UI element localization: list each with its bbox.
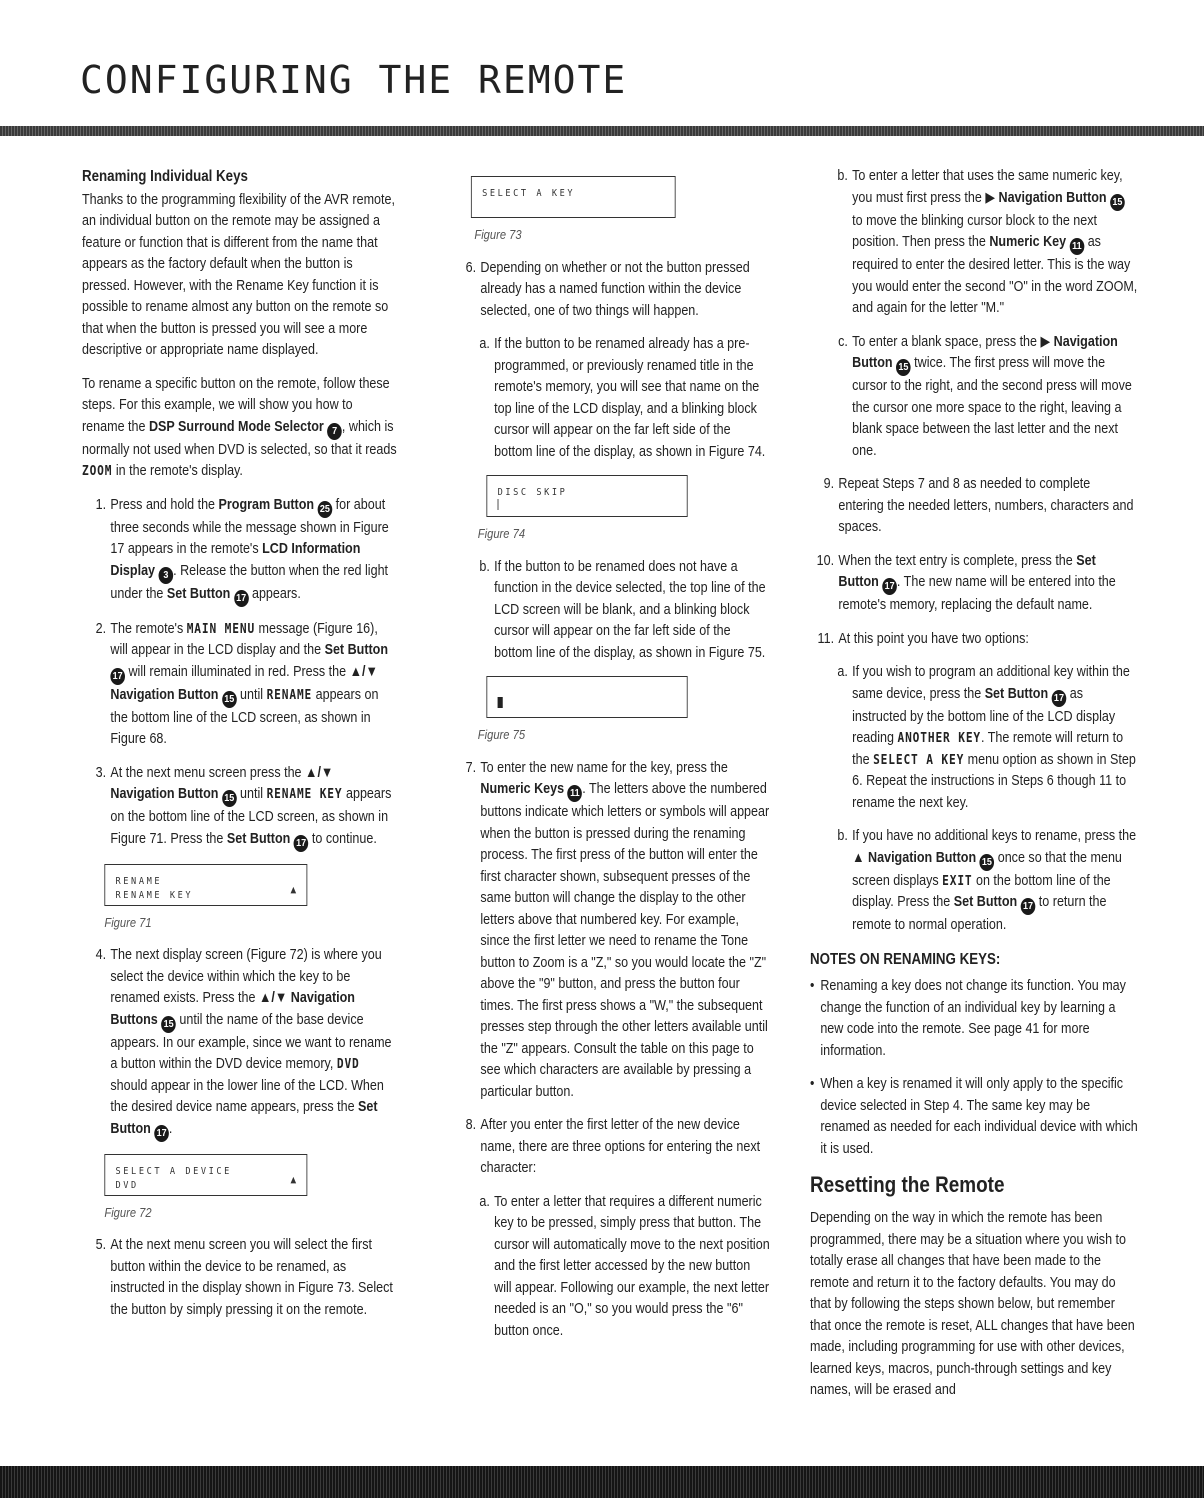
step-6a: a. If the button to be renamed already has a pre-programmed, or previously renamed title in the remote's memory, you will see that name on the top line of the LCD display, and a blinking block cursor will appear on the far left side of the bottom line of the display, as shown in Figure 74. bbox=[479, 336, 766, 460]
lcd-figure-74: DISC SKIP bbox=[486, 475, 687, 517]
figure-caption: Figure 75 bbox=[477, 727, 526, 742]
figure-caption: Figure 72 bbox=[104, 1204, 152, 1220]
step-8b: b. To enter a letter that uses the same numeric key, you must first press the ▶ Navigation Button 15 to move the blinking cursor block to the next position. Then press the Numeric Key 11 as required to enter the desired letter. This is the way you would enter the second "O" in the word ZOOM, and again for the letter "M." bbox=[837, 168, 1138, 316]
button-number-icon: 11 bbox=[1070, 238, 1085, 255]
reset-paragraph: Depending on the way in which the remote has been programmed, there may be a situation where you wish to totally erase all changes that have been made to the remote and return it to the factory defaults. You may do that by following the steps shown below, but remember that once the remote is reset, ALL changes that have been made, including programming for use with other devices, learned keys, macros, punch-through settings and key names, will be erased and bbox=[810, 1210, 1135, 1398]
column-left bbox=[82, 166, 397, 1333]
note-bullet: • When a key is renamed it will only apply to the specific device selected in Step 4. The same key may be renamed as needed for each individual device with which it is used. bbox=[810, 1076, 1138, 1157]
step-4: 4. The next display screen (Figure 72) is where you select the device within which the key to be renamed exists. Press the ▲/▼ Navigation Buttons 15 until the name of the base device appears. In our example, since we want to rename a button within the DVD device memory, DVD should appear in the lower line of the LCD. When the desired device name appears, press the Set Button 17 . bbox=[82, 945, 397, 1142]
button-number-icon: 17 bbox=[294, 835, 309, 852]
step-8a: a. To enter a letter that requires a different numeric key to be pressed, simply press that button. The cursor will automatically move to the next position and the first letter accessed by the new button will appear. Following our example, the next letter needed is an "O," so you would press the "6" button once. bbox=[479, 1193, 770, 1339]
button-number-icon: 17 bbox=[110, 668, 125, 685]
step-8c: c. To enter a blank space, press the ▶ Navigation Button 15 twice. The first press will move the cursor to the right, and the second press will move the cursor one more space to the right, leaving a blank space between the last letter and the next one. bbox=[838, 333, 1132, 459]
step-3: 3. At the next menu screen press the ▲/▼ Navigation Button 15 until RENAME KEY appears on the bottom line of the LCD screen, as shown in Figure 71. Press the Set Button 17 to continue. bbox=[82, 763, 397, 852]
lcd-figure-75 bbox=[486, 676, 687, 718]
footer-band bbox=[0, 1466, 1204, 1498]
notes-heading: NOTES ON RENAMING KEYS: bbox=[810, 950, 1001, 968]
step-2: 2. The remote's MAIN MENU message (Figure 16), will appear in the LCD display and the Set Button 17 will remain illuminated in red. Press the ▲/▼ Navigation Button 15 until RENAME appears on the bottom line of the LCD screen, as shown in Figure 68. bbox=[95, 620, 389, 747]
button-number-icon: 17 bbox=[234, 590, 249, 607]
step-6: 6. Depending on whether or not the button pressed already has a named function within the device selected, one of two things will happen. bbox=[465, 259, 750, 319]
intro-paragraph: Thanks to the programming flexibility of the AVR remote, an individual button on the remote may be assigned a feature or function that is different from the name that appears as the factory default when the button is pressed. However, with the Rename Key function it is possible to rename almost any button on the remote so that when the button is pressed you will see a more descriptive or appropriate name displayed. bbox=[82, 191, 395, 358]
text-cursor-icon bbox=[498, 499, 499, 510]
reset-heading: Resetting the Remote bbox=[810, 1172, 1005, 1197]
step-5: 5. At the next menu screen you will select the first button within the device to be renamed, as instructed in the display shown in Figure 73. Select the button by simply pressing it on the remote. bbox=[95, 1237, 393, 1318]
lcd-figure-72: SELECT A DEVICE DVD ▲ bbox=[104, 1154, 307, 1196]
note-bullet: • Renaming a key does not change its function. You may change the function of an individual key by learning a new code into the remote. See page 41 for more information. bbox=[810, 978, 1126, 1059]
column-middle bbox=[452, 166, 770, 1354]
block-cursor-icon bbox=[498, 697, 503, 708]
button-number-icon: 17 bbox=[154, 1125, 169, 1142]
step-11a: a. If you wish to program an additional key within the same device, press the Set Button 17 as instructed by the bottom line of the LCD display reading ANOTHER KEY. The remote will return to the SELECT A KEY menu option as shown in Step 6. Repeat the instructions in Steps 6 though 11 to rename the next key. bbox=[837, 664, 1136, 811]
page-title: CONFIGURING THE REMOTE bbox=[80, 58, 628, 102]
column-right bbox=[810, 166, 1139, 1402]
figure-caption: Figure 74 bbox=[477, 526, 526, 541]
button-number-icon: 15 bbox=[222, 790, 237, 807]
button-number-icon: 15 bbox=[222, 691, 237, 708]
example-paragraph: To rename a specific button on the remote, follow these steps. For this example, we will show you how to rename the DSP Surround Mode Selector 7 , which is normally not used when DVD is selected, so that it reads ZOOM in the remote's display. bbox=[82, 375, 397, 479]
button-number-icon: 15 bbox=[896, 359, 911, 376]
figure-caption: Figure 71 bbox=[104, 914, 152, 930]
button-number-icon: 25 bbox=[318, 501, 333, 518]
section-heading: Renaming Individual Keys bbox=[82, 168, 248, 185]
step-11: 11. At this point you have two options: bbox=[817, 630, 1029, 647]
step-9: 9. Repeat Steps 7 and 8 as needed to complete entering the needed letters, numbers, characters and spaces. bbox=[823, 476, 1134, 535]
step-6b: b. If the button to be renamed does not have a function in the device selected, the top line of the LCD screen will be blank, and a blinking block cursor will appear on the far left side of the bottom line of the display, as shown in Figure 75. bbox=[479, 558, 766, 661]
step-7: 7. To enter the new name for the key, press the Numeric Keys 11 . The letters above the numbered buttons indicate which letters or symbols will appear when the button is pressed during the renaming process. The first press of the button will enter the first character shown, subsequent presses of the same button will change the display to the other letters above that numbered key. For example, since the first letter we need to rename the Tone button to Zoom is a "Z," so you would locate the "Z" above the "9" button, and press the button four times. The first press shows a "W," the subsequent presses step through the other letters available until the "Z" appears. Consult the table on this page to see which characters are available by pressing a particular button. bbox=[465, 759, 770, 1100]
lcd-figure-71: RENAME RENAME KEY ▲ bbox=[104, 864, 307, 906]
button-number-icon: 15 bbox=[980, 854, 995, 871]
button-number-icon: 15 bbox=[161, 1016, 176, 1033]
figure-caption: Figure 73 bbox=[474, 227, 522, 242]
button-number-icon: 17 bbox=[1021, 898, 1036, 915]
header-rule bbox=[0, 126, 1204, 136]
button-number-icon: 17 bbox=[882, 578, 897, 595]
step-11b: b. If you have no additional keys to rename, press the ▲ Navigation Button 15 once so that the menu screen displays EXIT on the bottom line of the display. Press the Set Button 17 to return the remote to normal operation. bbox=[837, 828, 1137, 933]
button-number-icon: 11 bbox=[568, 785, 583, 802]
step-1: 1. Press and hold the Program Button 25 for about three seconds while the message shown in Figure 17 appears in the remote's LCD Information Display 3 . Release the button when the red light under the Set Button 17 appears. bbox=[82, 495, 397, 607]
button-number-icon: 15 bbox=[1110, 194, 1125, 211]
up-arrow-icon: ▲ bbox=[290, 883, 297, 896]
button-number-icon: 7 bbox=[327, 423, 342, 440]
button-number-icon: 17 bbox=[1052, 690, 1067, 707]
step-10: 10. When the text entry is complete, press the Set Button 17 . The new name will be entered into the remote's memory, replacing the default name. bbox=[816, 552, 1116, 613]
up-arrow-icon: ▲ bbox=[290, 1173, 297, 1186]
step-8: 8. After you enter the first letter of the new device name, there are three options for entering the next character: bbox=[465, 1117, 761, 1176]
button-number-icon: 3 bbox=[159, 567, 174, 584]
lcd-figure-73: SELECT A KEY bbox=[471, 176, 676, 218]
